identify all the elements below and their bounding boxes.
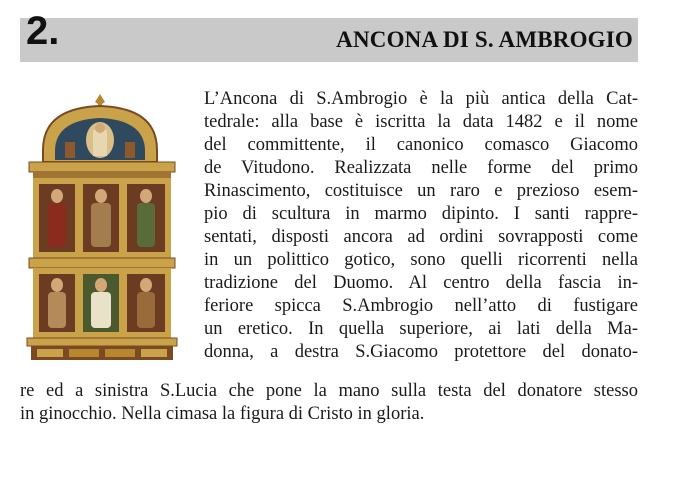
body-text-line: in ginocchio. Nella cimasa la figura di Cristo in gloria. [20, 404, 425, 424]
body-text-line: Rinascimento, costituisce un raro e prezioso esem- [204, 181, 638, 201]
body-text-line: re ed a sinistra S.Lucia che pone la mano sulla testa del donatore stesso [20, 381, 638, 401]
body-text-line: del committente, il canonico comasco Giacomo [204, 135, 638, 155]
body-text-line: feriore spicca S.Ambrogio nell’atto di fustigare [204, 296, 638, 316]
body-text-line: donna, a destra S.Giacomo protettore del donato- [204, 342, 638, 362]
body-text-line: sentati, disposti ancora ad ordini sovrapposti come [204, 227, 638, 247]
body-text-line: in un polittico gotico, sono quelli ricorrenti nella [204, 250, 638, 270]
body-text-line: tedrale: alla base è iscritta la data 1482 e il nome [204, 112, 638, 132]
body-text-line: de Vitudono. Realizzata nelle forme del primo [204, 158, 638, 178]
altarpiece-image [25, 92, 180, 364]
body-text-line: un eretico. In quella superiore, ai lati della Ma- [204, 319, 638, 339]
body-text-line: tradizione del Duomo. Al centro della fascia in- [204, 273, 638, 293]
body-text-line: pio di scultura in marmo dipinto. I santi rappre- [204, 204, 638, 224]
body-text-line: L’Ancona di S.Ambrogio è la più antica della Cat- [204, 89, 638, 109]
section-title: ANCONA DI S. AMBROGIO [336, 27, 633, 52]
section-number: 2. [26, 9, 60, 53]
